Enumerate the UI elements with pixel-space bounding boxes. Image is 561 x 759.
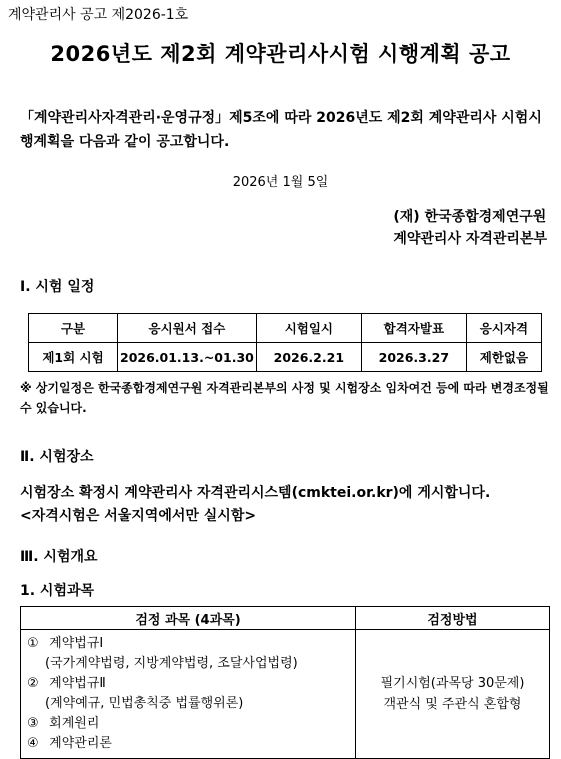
issuer-line-1: (재) 한국종합경제연구원 <box>393 209 547 225</box>
issuer-line-2: 계약관리사 자격관리본부 <box>393 231 547 247</box>
subject-name: 계약법규Ⅰ <box>49 636 104 651</box>
section-heading-venue: Ⅱ. 시험장소 <box>20 449 94 465</box>
subjects-header-cell: 검정 과목 (4과목) <box>21 607 356 630</box>
notice-number: 계약관리사 공고 제2026-1호 <box>8 7 189 23</box>
schedule-header-cell: 시험일시 <box>256 314 361 343</box>
schedule-header-cell: 응시원서 접수 <box>118 314 257 343</box>
method-line-2: 객관식 및 주관식 혼합형 <box>383 697 522 712</box>
venue-line-1: 시험장소 확정시 계약관리사 자격관리시스템(cmktei.or.kr)에 게시합니다. <box>20 485 491 501</box>
venue-line-2: <자격시험은 서울지역에서만 실시함> <box>20 508 257 524</box>
table-row <box>29 343 542 372</box>
page-title: 2026년도 제2회 계약관리사시험 시행계획 공고 <box>50 42 511 66</box>
method-header-cell: 검정방법 <box>356 607 550 630</box>
list-item <box>27 674 349 694</box>
intro-paragraph: 「계약관리사자격관리·운영규정」제5조에 따라 2026년도 제2회 계약관리사 시험시행계획을 다음과 같이 공고합니다. <box>20 110 542 150</box>
schedule-note: ※ 상기일정은 한국종합경제연구원 자격관리본부의 사정 및 시험장소 임차여건 등에 따라 변경조정될 수 있습니다. <box>20 381 549 415</box>
subjects-list-cell <box>21 630 356 759</box>
subject-number: ② <box>27 676 39 691</box>
schedule-cell: 2026.01.13.~01.30 <box>118 343 257 372</box>
subject-number: ① <box>27 636 39 651</box>
subjects-header-row <box>21 607 550 630</box>
notice-date: 2026년 1월 5일 <box>232 175 329 190</box>
schedule-cell: 제1회 시험 <box>29 343 118 372</box>
section-heading-schedule: Ⅰ. 시험 일정 <box>20 279 95 295</box>
method-cell <box>356 630 550 759</box>
schedule-cell: 2026.3.27 <box>361 343 466 372</box>
issuer-block <box>393 206 547 250</box>
schedule-table <box>28 313 542 372</box>
table-row <box>21 630 550 759</box>
subject-name: 계약법규Ⅱ <box>49 676 106 691</box>
schedule-header-cell: 응시자격 <box>466 314 541 343</box>
list-item <box>27 734 349 754</box>
subject-number: ④ <box>27 736 39 751</box>
subject-detail: (계약예규, 민법총칙중 법률행위론) <box>45 696 244 711</box>
list-item <box>27 714 349 734</box>
schedule-cell: 2026.2.21 <box>256 343 361 372</box>
subheading-subjects: 1. 시험과목 <box>20 583 95 599</box>
schedule-cell: 제한없음 <box>466 343 541 372</box>
schedule-header-row <box>29 314 542 343</box>
subject-name: 회계원리 <box>49 716 100 731</box>
schedule-header-cell: 합격자발표 <box>361 314 466 343</box>
subjects-table <box>20 606 550 759</box>
venue-text <box>20 482 490 528</box>
subject-number: ③ <box>27 716 39 731</box>
section-heading-overview: Ⅲ. 시험개요 <box>20 549 98 565</box>
schedule-header-cell: 구분 <box>29 314 118 343</box>
subject-name: 계약관리론 <box>49 736 112 751</box>
method-line-1: 필기시험(과목당 30문제) <box>380 676 525 691</box>
subject-detail: (국가계약법령, 지방계약법령, 조달사업법령) <box>45 656 298 671</box>
list-item <box>27 634 349 654</box>
